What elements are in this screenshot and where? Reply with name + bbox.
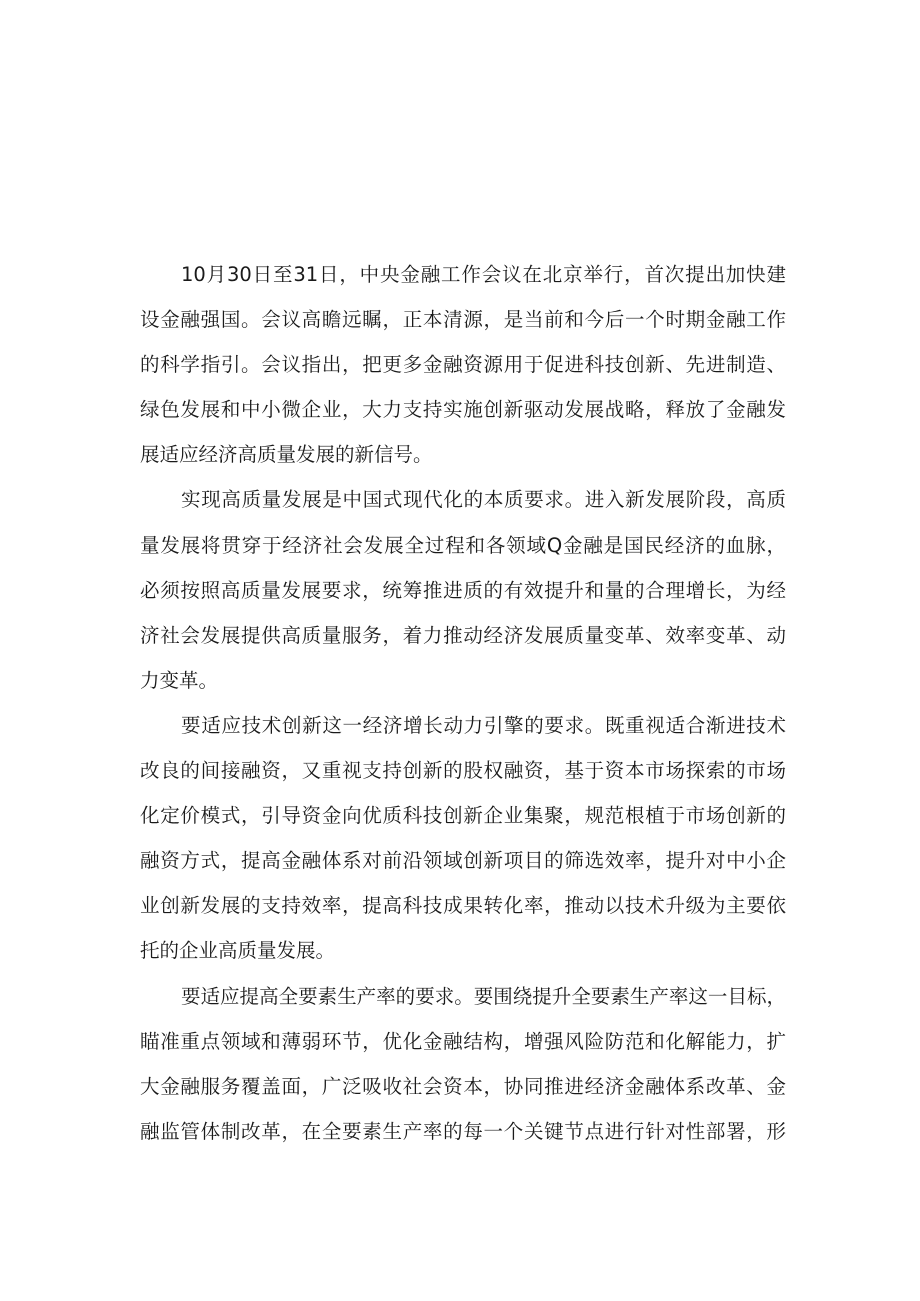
text-line: 化定价模式，引导资金向优质科技创新企业集聚，规范根植于市场创新的: [140, 804, 786, 828]
text-line: 大金融服务覆盖面，广泛吸收社会资本，协同推进经济金融体系改革、金: [140, 1074, 786, 1098]
text-line: 瞄准重点领域和薄弱环节，优化金融结构，增强风险防范和化解能力，扩: [140, 1029, 786, 1053]
paragraph-total-factor-productivity: [140, 974, 786, 1154]
text-line: 10月30日至31日，中央金融工作会议在北京举行，首次提出加快建: [181, 263, 786, 286]
text-line: 实现高质量发展是中国式现代化的本质要求。进入新发展阶段，高质: [181, 488, 786, 512]
text-line: 业创新发展的支持效率，提高科技成果转化率，推动以技术升级为主要依: [140, 894, 786, 918]
text-line: 要适应提高全要素生产率的要求。要围绕提升全要素生产率这一目标，: [181, 984, 786, 1008]
text-line: 改良的间接融资，又重视支持创新的股权融资，基于资本市场探索的市场: [140, 759, 786, 783]
text-line: 的科学指引。会议指出，把更多金融资源用于促进科技创新、先进制造、: [140, 353, 786, 377]
text-line: 托的企业高质量发展。: [140, 939, 336, 963]
text-line: 要适应技术创新这一经济增长动力引擎的要求。既重视适合渐进技术: [181, 713, 786, 737]
document-body: [140, 252, 786, 1154]
paragraph-high-quality-development: [140, 477, 786, 702]
text-line: 绿色发展和中小微企业，大力支持实施创新驱动发展战略，释放了金融发: [140, 398, 786, 422]
paragraph-central-financial-work-conference: [140, 252, 786, 477]
text-line: 设金融强国。会议高瞻远瞩，正本清源，是当前和今后一个时期金融工作: [140, 308, 786, 332]
text-line: 济社会发展提供高质量服务，着力推动经济发展质量变革、效率变革、动: [140, 623, 786, 647]
paragraph-technology-innovation: [140, 703, 786, 974]
text-line: 力变革。: [140, 668, 219, 692]
text-line: 融监管体制改革，在全要素生产率的每一个关键节点进行针对性部署，形: [140, 1119, 786, 1143]
text-line: 必须按照高质量发展要求，统筹推进质的有效提升和量的合理增长，为经: [140, 578, 786, 602]
text-line: 展适应经济高质量发展的新信号。: [140, 443, 433, 467]
text-line: 融资方式，提高金融体系对前沿领域创新项目的筛选效率，提升对中小企: [140, 849, 786, 873]
text-line: 量发展将贯穿于经济社会发展全过程和各领域Q金融是国民经济的血脉，: [140, 533, 786, 557]
